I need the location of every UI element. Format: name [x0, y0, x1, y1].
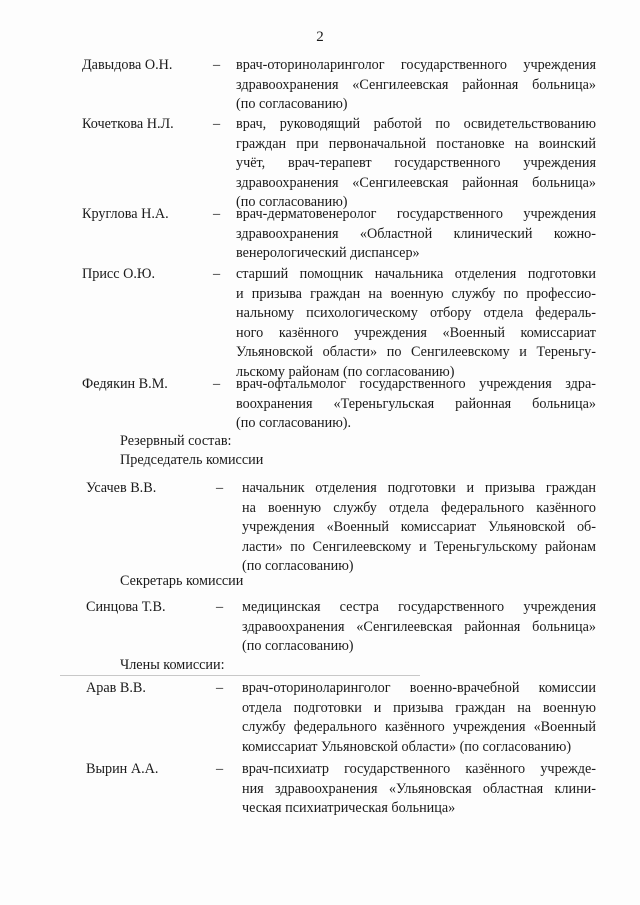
description-line: старший помощник начальника отделения подготовки [236, 266, 596, 282]
description-line: воохранения «Тереньгульская районная больница» [236, 395, 596, 412]
description-line: врач-офтальмолог государственного учреждения здра- [236, 376, 596, 392]
description-line: врач-оториноларинголог государственного учреждения [236, 57, 596, 73]
member-name: Вырин А.А. [86, 761, 159, 777]
member-name: Давыдова О.Н. [82, 57, 173, 73]
member-description [242, 679, 596, 757]
member-description [242, 760, 596, 819]
description-line: ного казённого учреждения «Военный комиссариат [236, 324, 596, 341]
member-name: Усачев В.В. [86, 480, 157, 496]
secretary-heading: Секретарь комиссии [120, 573, 244, 589]
description-line: начальник отделения подготовки и призыва граждан [242, 480, 596, 496]
description-line: ческая психиатрическая больница» [242, 800, 456, 816]
description-line: здравоохранения «Сенгилеевская районная больница» [242, 618, 596, 635]
description-line: врач, руководящий работой по освидетельствованию [236, 116, 596, 132]
member-description [242, 479, 596, 577]
description-line: (по согласованию). [236, 415, 352, 431]
scan-artifact-line [60, 675, 420, 676]
description-line: (по согласованию) [236, 194, 348, 210]
description-line: венерологический диспансер» [236, 245, 420, 261]
description-line: ния здравоохранения «Ульяновская областная клини- [242, 780, 596, 797]
member-description [242, 598, 596, 657]
chair-heading: Председатель комиссии [120, 452, 264, 468]
dash: – [213, 57, 221, 73]
member-description [236, 375, 596, 434]
description-line: и призыва граждан на военную службу по профессио- [236, 285, 596, 302]
description-line: учреждения «Военный комиссариат Ульяновской об- [242, 519, 596, 535]
member-description [236, 56, 596, 115]
description-line: врач-оториноларинголог военно-врачебной комиссии [242, 680, 596, 696]
description-line: здравоохранения «Сенгилеевская районная больница» [236, 76, 596, 93]
description-line: комиссариат Ульяновской области» (по согласованию) [242, 738, 572, 755]
description-line: здравоохранения «Областной клинический кожно- [236, 225, 596, 242]
description-line: врач-психиатр государственного казённого учрежде- [242, 761, 596, 777]
member-name: Федякин В.М. [82, 376, 168, 392]
page-number: 2 [316, 29, 324, 45]
description-line: врач-дерматовенеролог государственного учреждения [236, 206, 596, 222]
description-line: граждан при первоначальной постановке на воинский [236, 135, 596, 152]
description-line: медицинская сестра государственного учреждения [242, 599, 596, 615]
description-line: (по согласованию) [236, 96, 348, 112]
member-name: Синцова Т.В. [86, 599, 166, 615]
description-line: (по согласованию) [242, 558, 354, 574]
description-line: (по согласованию) [242, 638, 354, 654]
member-name: Арав В.В. [86, 680, 146, 696]
description-line: здравоохранения «Сенгилеевская районная больница» [236, 174, 596, 191]
description-line: нальному психологическому отбору отдела федераль- [236, 305, 596, 321]
member-name: Присс О.Ю. [82, 266, 155, 282]
reserve-heading: Резервный состав: [120, 433, 232, 449]
dash: – [216, 680, 224, 696]
description-line: отдела подготовки и призыва граждан на военную [242, 699, 596, 716]
description-line: учёт, врач-терапевт государственного учреждения [236, 155, 596, 171]
dash: – [213, 116, 221, 132]
dash: – [213, 266, 221, 282]
description-line: Ульяновской области» по Сенгилеевскому и Тереньгу- [236, 344, 596, 360]
dash: – [216, 480, 224, 496]
dash: – [216, 599, 224, 615]
member-description [236, 265, 596, 382]
members-heading: Члены комиссии: [120, 657, 225, 673]
dash: – [216, 761, 224, 777]
member-name: Круглова Н.А. [82, 206, 169, 222]
member-description [236, 115, 596, 213]
description-line: службу федерального казённого учреждения «Военный [242, 719, 596, 735]
member-description [236, 205, 596, 264]
description-line: ласти» по Сенгилеевскому и Тереньгульскому районам [242, 538, 596, 555]
dash: – [213, 206, 221, 222]
member-name: Кочеткова Н.Л. [82, 116, 174, 132]
description-line: льскому районам (по согласованию) [236, 363, 455, 380]
description-line: на военную службу отдела федерального казённого [242, 499, 596, 516]
dash: – [213, 376, 221, 392]
